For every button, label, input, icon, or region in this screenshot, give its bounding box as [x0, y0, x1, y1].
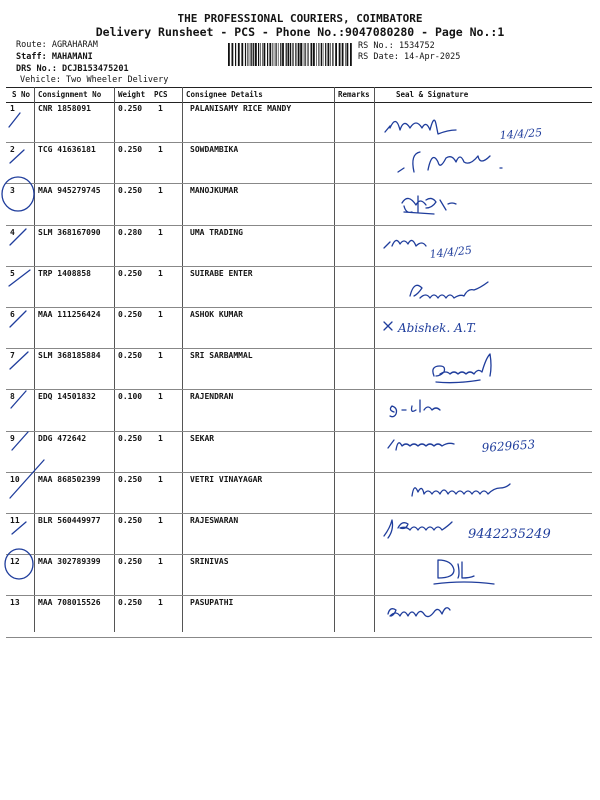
row-consignee: SRINIVAS — [190, 557, 229, 567]
row-sno: 4 — [10, 227, 15, 237]
company-name: THE PROFESSIONAL COURIERS, COIMBATORE — [177, 12, 423, 25]
vehicle-label: Vehicle: Two Wheeler Delivery — [20, 75, 169, 85]
row-consignment-no: TCG 41636181 — [38, 145, 96, 155]
row-pcs: 1 — [158, 516, 163, 525]
tick-mark — [11, 391, 26, 408]
row-consignee: ASHOK KUMAR — [190, 310, 243, 319]
tick-mark — [10, 150, 24, 163]
row-consignment-no: DDG 472642 — [38, 433, 87, 443]
signature-3 — [402, 196, 456, 214]
row-sno: 5 — [10, 268, 15, 278]
col-pcs: PCS — [154, 90, 168, 99]
signature-6-mark — [384, 322, 392, 330]
signature-5 — [410, 282, 488, 298]
tick-mark — [12, 522, 26, 534]
drs-number: DRS No.: DCJB153475201 — [16, 64, 129, 74]
row-sno: 13 — [10, 598, 20, 608]
signature-4-date: 14/4/25 — [428, 243, 473, 261]
signature-1 — [385, 120, 456, 134]
row-consignment-no: BLR 560449977 — [38, 516, 101, 525]
signature-1-date: 14/4/25 — [499, 126, 543, 142]
row-weight: 0.250 — [118, 516, 143, 525]
row-consignee: PASUPATHI — [190, 598, 234, 608]
row-weight: 0.250 — [118, 104, 143, 113]
row-consignment-no: SLM 368185884 — [38, 351, 101, 361]
col-consignment: Consignment No — [38, 90, 102, 99]
row-pcs: 1 — [158, 227, 163, 237]
signature-6: Abishek. A.T. — [398, 321, 477, 335]
row-consignee: SEKAR — [190, 433, 215, 443]
row-consignee: RAJESWARAN — [190, 516, 239, 525]
row-sno: 10 — [10, 474, 20, 484]
row-pcs: 1 — [158, 186, 163, 196]
row-sno: 12 — [10, 557, 20, 567]
row-weight: 0.250 — [118, 557, 143, 567]
col-signature: Seal & Signature — [396, 90, 469, 99]
row-pcs: 1 — [158, 145, 163, 155]
row-consignment-no: MAA 111256424 — [38, 310, 101, 319]
row-consignment-no: MAA 868502399 — [38, 474, 101, 484]
tick-mark — [10, 352, 28, 369]
circle-mark — [2, 177, 34, 211]
row-sno: 6 — [10, 310, 15, 319]
row-sno: 9 — [10, 433, 15, 443]
circle-mark — [5, 549, 33, 579]
row-consignee: UMA TRADING — [190, 227, 243, 237]
row-consignment-no: MAA 302789399 — [38, 557, 101, 567]
row-pcs: 1 — [158, 351, 163, 361]
tick-mark — [9, 113, 20, 127]
row-pcs: 1 — [158, 392, 163, 402]
row-weight: 0.250 — [118, 186, 143, 196]
col-weight: Weight — [118, 90, 146, 99]
row-consignment-no: MAA 945279745 — [38, 186, 101, 196]
row-pcs: 1 — [158, 104, 163, 113]
row-weight: 0.250 — [118, 433, 143, 443]
signature-4 — [384, 240, 426, 248]
row-consignment-no: SLM 368167090 — [38, 227, 101, 237]
row-pcs: 1 — [158, 268, 163, 278]
rs-date: RS Date: 14-Apr-2025 — [358, 52, 461, 62]
signature-11 — [384, 520, 452, 538]
signature-10 — [412, 484, 510, 496]
row-sno: 3 — [10, 186, 15, 196]
tick-mark — [10, 229, 26, 245]
runsheet-title: Delivery Runsheet - PCS - Phone No.:9047080280 - Page No.:1 — [95, 25, 505, 39]
row-sno: 8 — [10, 392, 15, 402]
col-sno: S No — [12, 90, 31, 99]
col-consignee: Consignee Details — [186, 90, 263, 99]
row-weight: 0.250 — [118, 145, 143, 155]
row-consignee: RAJENDRAN — [190, 392, 234, 402]
row-pcs: 1 — [158, 310, 163, 319]
row-sno: 2 — [10, 145, 15, 155]
row-weight: 0.100 — [118, 392, 143, 402]
row-sno: 11 — [10, 516, 20, 525]
route-label: Route: AGRAHARAM — [16, 40, 98, 50]
row-pcs: 1 — [158, 598, 163, 608]
row-sno: 1 — [10, 104, 15, 113]
row-consignee: SOWDAMBIKA — [190, 145, 239, 155]
row-pcs: 1 — [158, 557, 163, 567]
row-consignee: MANOJKUMAR — [190, 186, 239, 196]
tick-mark — [12, 432, 28, 450]
row-consignment-no: TRP 1408858 — [38, 268, 91, 278]
signature-8 — [390, 400, 440, 417]
row-consignment-no: EDQ 14501832 — [38, 392, 96, 402]
rs-number: RS No.: 1534752 — [358, 41, 435, 51]
row-consignee: PALANISAMY RICE MANDY — [190, 104, 292, 113]
row-weight: 0.250 — [118, 351, 143, 361]
row-consignment-no: CNR 1858091 — [38, 104, 91, 113]
row-weight: 0.280 — [118, 227, 143, 237]
row-sno: 7 — [10, 351, 15, 361]
signature-7 — [433, 354, 491, 383]
row-pcs: 1 — [158, 433, 163, 443]
tick-mark — [9, 270, 30, 286]
row-weight: 0.250 — [118, 310, 143, 319]
row-pcs: 1 — [158, 474, 163, 484]
signature-9-phone: 9629653 — [481, 437, 536, 455]
row-consignee: VETRI VINAYAGAR — [190, 474, 263, 484]
signature-9 — [388, 440, 454, 450]
signature-13 — [388, 608, 450, 617]
col-remarks: Remarks — [338, 90, 370, 99]
row-weight: 0.250 — [118, 268, 143, 278]
tick-mark — [10, 460, 44, 498]
row-consignee: SRI SARBAMMAL — [190, 351, 253, 361]
signature-11-phone: 9442235249 — [468, 527, 551, 542]
signature-12 — [434, 560, 494, 584]
row-consignee: SUIRABE ENTER — [190, 268, 253, 278]
row-weight: 0.250 — [118, 474, 143, 484]
row-weight: 0.250 — [118, 598, 143, 608]
signature-2 — [398, 152, 502, 172]
tick-mark — [10, 311, 26, 327]
staff-label: Staff: MAHAMANI — [16, 52, 93, 62]
row-consignment-no: MAA 708015526 — [38, 598, 101, 608]
